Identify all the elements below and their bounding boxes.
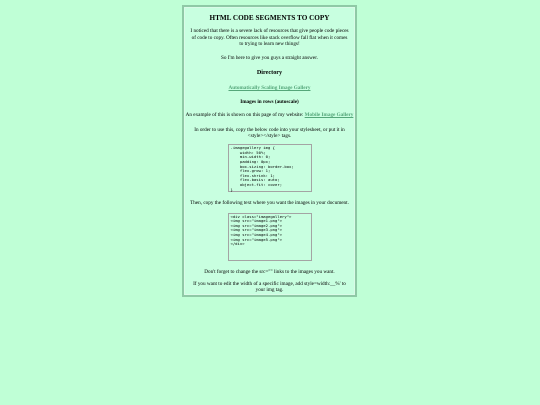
content-panel (182, 5, 357, 297)
example-link[interactable]: Mobile Image Gallery (304, 112, 354, 119)
css-code-box[interactable]: .imagegallery img { width: 50%; min-width: 0; padding: 0px; box-sizing: border-box; flex-grow: 1; flex-shrink: 1; flex-basis: auto; object-fit: cover; } (228, 144, 312, 192)
width-note: If you want to edit the width of a specific image, add style=width:__%' to your img tag. (193, 280, 346, 294)
instructions-paragraph: In order to use this, copy the below code into your stylesheet, or put it in <style></style> tags. (194, 126, 345, 139)
directory-link-gallery[interactable]: Automatically Scaling Image Gallery (228, 84, 311, 91)
html-code-box[interactable]: <div class="imagegallery"> <img src="image1.png"> <img src="image2.png"> <img src="image3.png"> <img src="image4.png"> <img src="image5.png"> </div> (228, 213, 312, 261)
copy-instructions: Then, copy the following text where you want the images in your document. (190, 200, 349, 207)
page-title: HTML CODE SEGMENTS TO COPY (209, 14, 330, 22)
example-prefix: An example of this is shown on this page of my website: (185, 112, 304, 119)
dont-forget-note: Don't forget to change the src="" links to the images you want. (204, 268, 335, 275)
directory-heading: Directory (256, 69, 283, 77)
intro-paragraph: I noticed that there is a severe lack of resources that give people code pieces of code to copy. Often resources like stack overflow fall flat when it comes to trying to learn new things! (190, 28, 349, 47)
here-paragraph: So I'm here to give you guys a straight answer. (221, 55, 318, 62)
section-heading: Images in rows (autoscale) (240, 99, 299, 106)
example-paragraph (184, 112, 355, 118)
